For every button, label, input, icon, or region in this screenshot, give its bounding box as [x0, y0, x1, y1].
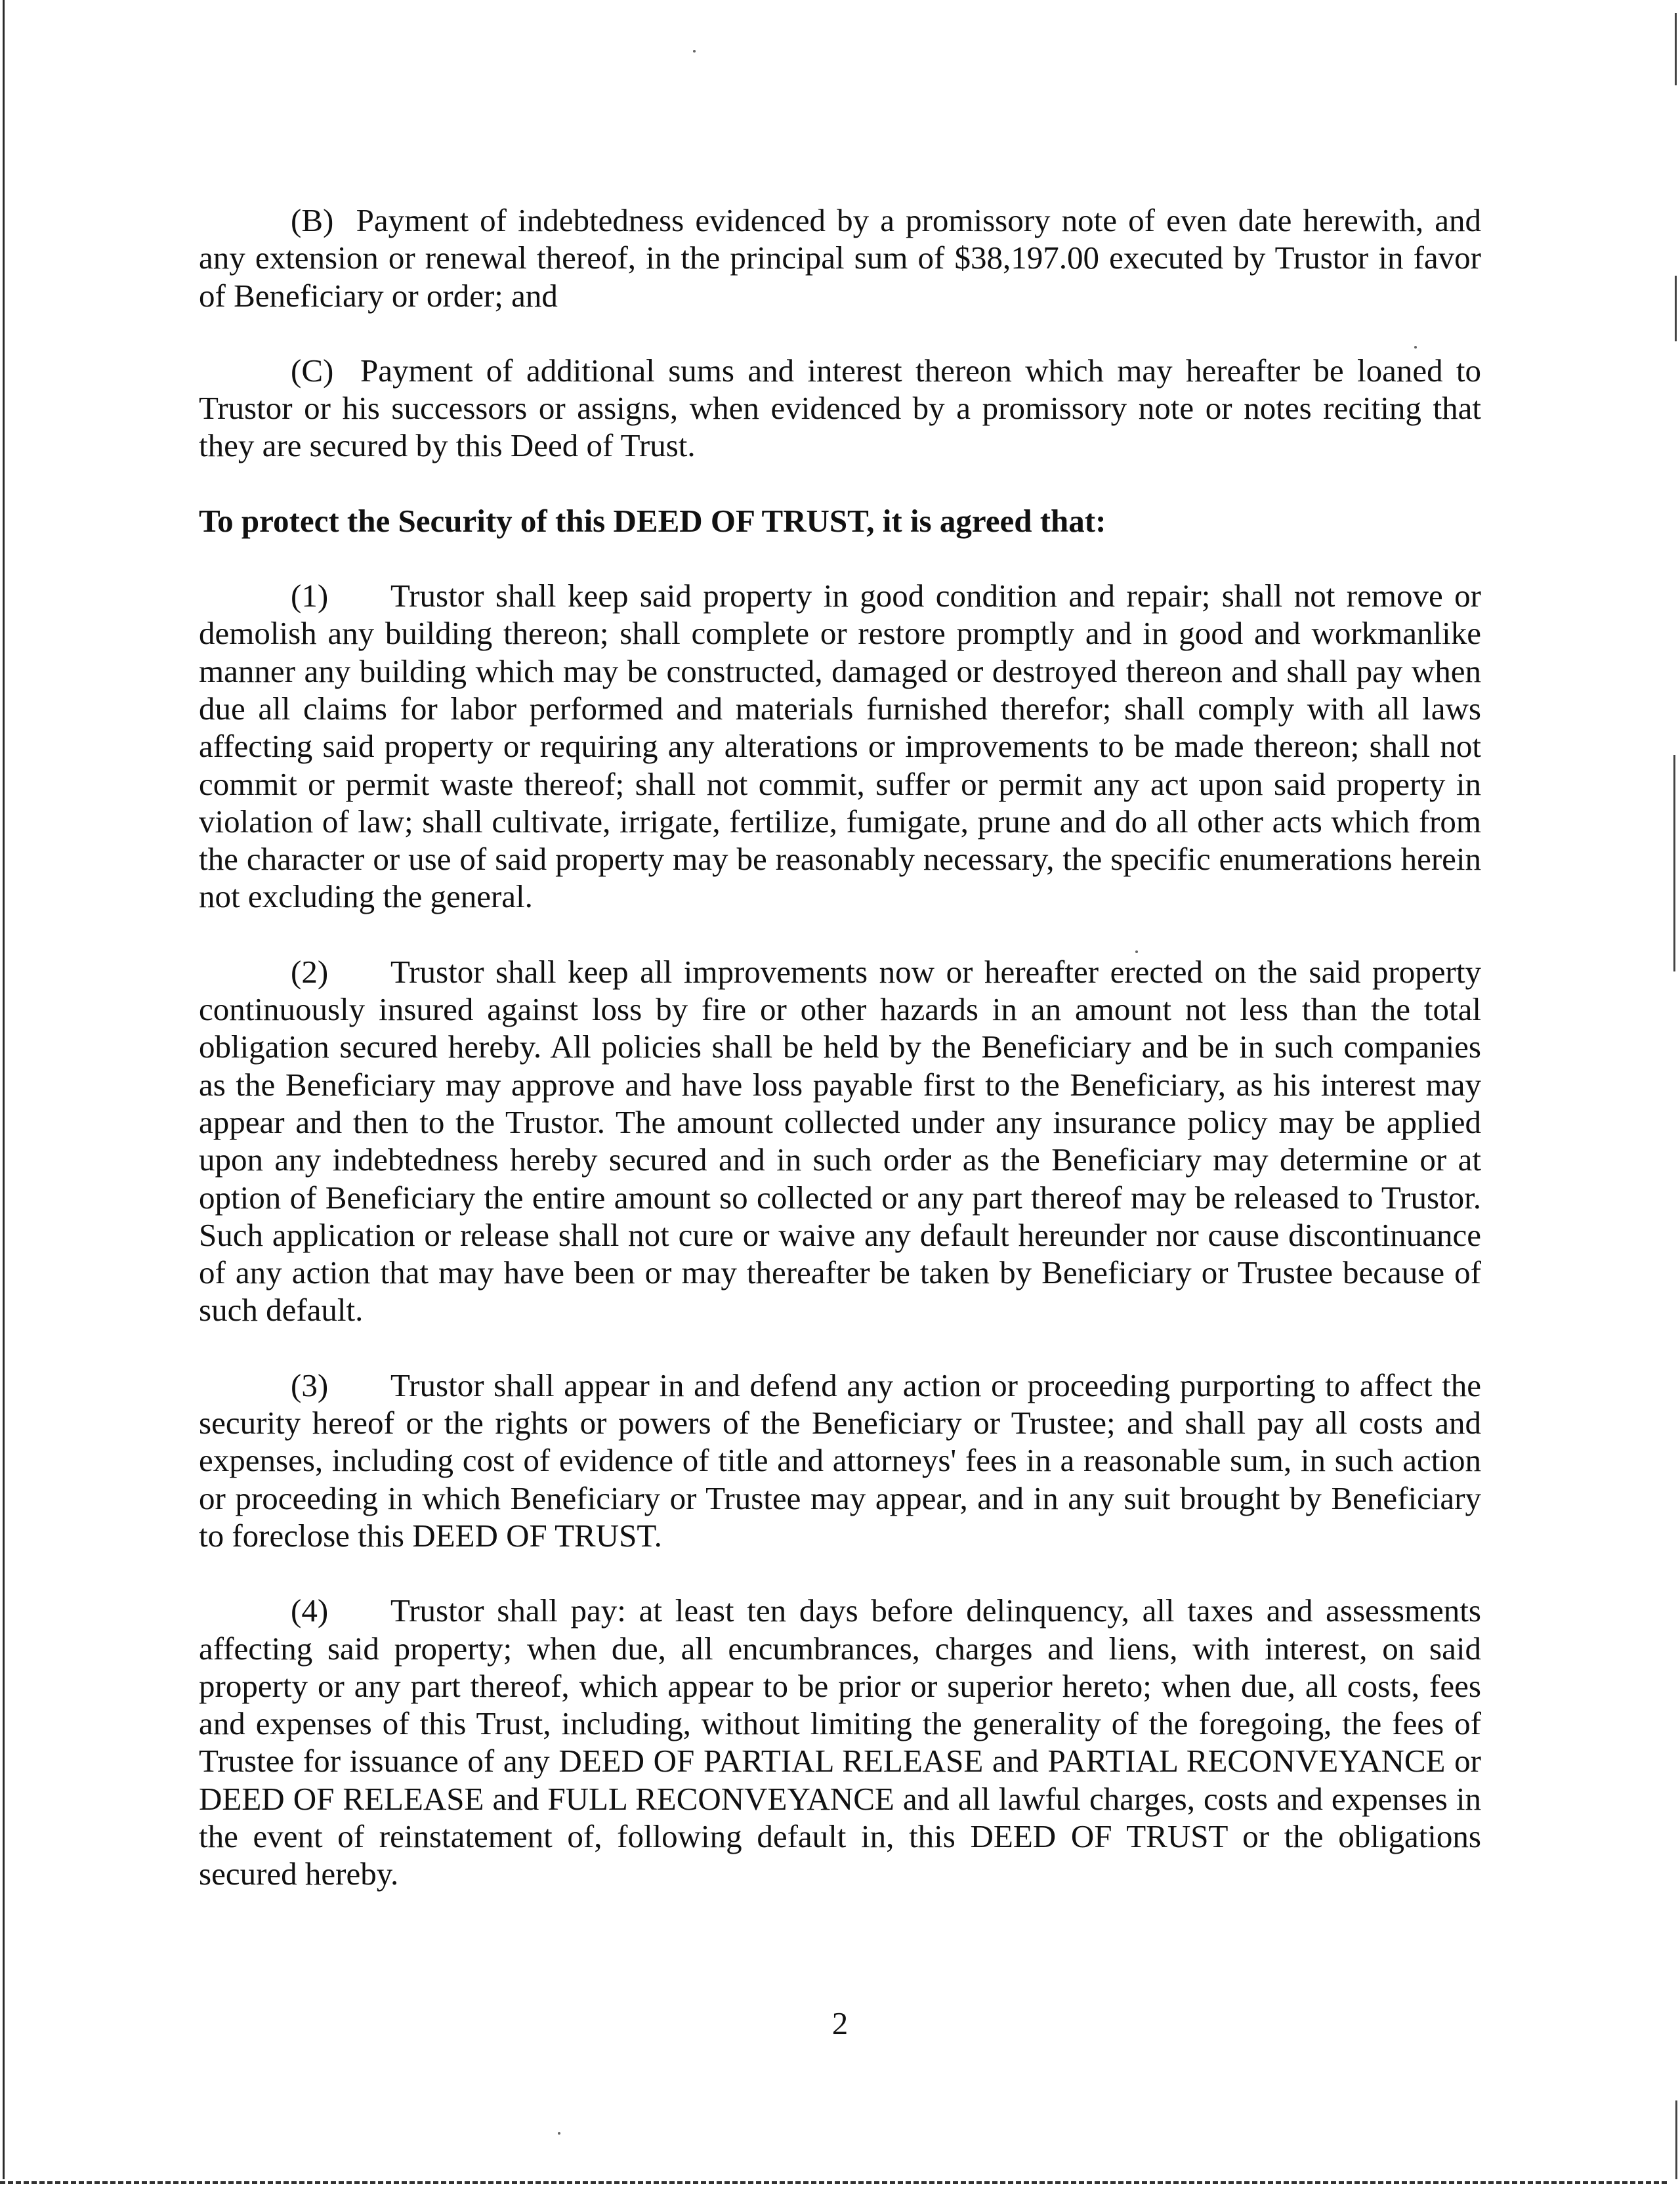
clause-1	[199, 577, 1481, 916]
page-number: 2	[831, 2005, 849, 2041]
scan-border-left	[3, 0, 5, 2179]
clause-text: Trustor shall appear in and defend any action or proceeding purporting to affect the security hereof or the rights or powers of the Beneficiary or Trustee; and shall pay all costs and expenses, including cost of evidence of title and attorneys' fees in a reasonable sum, in such action or proceeding in which Beneficiary or Trustee may appear, and in any suit brought by Beneficiary to foreclose this DEED OF TRUST.	[199, 1367, 1481, 1554]
paragraph-c	[199, 352, 1481, 465]
clause-number: (4)	[291, 1592, 329, 1629]
scan-mark-right-bottom	[1675, 2100, 1677, 2179]
clause-4	[199, 1592, 1481, 1892]
paragraph-b	[199, 202, 1481, 314]
clause-text: Trustor shall pay: at least ten days before delinquency, all taxes and assessments affecting said property; when due, all encumbrances, charges and liens, with interest, on said property or any part thereof, which appear to be prior or superior hereto; when due, all costs, fees and expenses of this Trust, including, without limiting the generality of the foregoing, the fees of Trustee for issuance of any DEED OF PARTIAL RELEASE and PARTIAL RECONVEYANCE or DEED OF RELEASE and FULL RECONVEYANCE and all lawful charges, costs and expenses in the event of reinstatement of, following default in, this DEED OF TRUST or the obligations secured hereby.	[199, 1592, 1481, 1892]
scan-border-bottom	[0, 2181, 1667, 2184]
document-body	[199, 202, 1481, 1930]
clause-number: (1)	[291, 578, 329, 614]
paragraph-label: (B)	[291, 202, 334, 238]
paragraph-text: Payment of indebtedness evidenced by a promissory note of even date herewith, and any extension or renewal thereof, in the principal sum of $38,197.00 executed by Trustor in favor of Beneficiary or order; and	[199, 202, 1481, 314]
scan-mark-right-middle	[1673, 755, 1675, 971]
scan-mark-right-upper	[1675, 276, 1677, 341]
scan-speck	[558, 2132, 560, 2135]
clause-2	[199, 953, 1481, 1329]
paragraph-label: (C)	[291, 352, 334, 389]
clause-text: Trustor shall keep said property in good condition and repair; shall not remove or demolish any building thereon; shall complete or restore promptly and in good and workmanlike manner any building which may be constructed, damaged or destroyed thereon and shall pay when due all claims for labor performed and materials furnished therefor; shall comply with all laws affecting said property or requiring any alterations or improvements to be made thereon; shall not commit or permit waste thereof; shall not commit, suffer or permit any act upon said property in violation of law; shall cultivate, irrigate, fertilize, fumigate, prune and do all other acts which from the character or use of said property may be reasonably necessary, the specific enumerations herein not excluding the general.	[199, 578, 1481, 915]
scan-mark-right-top	[1675, 13, 1677, 85]
clause-3	[199, 1367, 1481, 1554]
clause-number: (3)	[291, 1367, 329, 1403]
paragraph-text: Payment of additional sums and interest thereon which may hereafter be loaned to Trustor or his successors or assigns, when evidenced by a promissory note or notes reciting that they are secured by this Deed of Trust.	[199, 352, 1482, 464]
clause-number: (2)	[291, 953, 329, 990]
clause-text: Trustor shall keep all improvements now or hereafter erected on the said property continuously insured against loss by fire or other hazards in an amount not less than the total obligation secured hereby. All policies shall be held by the Beneficiary and be in such companies as the Beneficiary may approve and have loss payable first to the Beneficiary, as his interest may appear and then to the Trustor. The amount collected under any insurance policy may be applied upon any indebtedness hereby secured and in such order as the Beneficiary may determine or at option of Beneficiary the entire amount so collected or any part thereof may be released to Trustor. Such application or release shall not cure or waive any default hereunder nor cause discontinuance of any action that may have been or may thereafter be taken by Beneficiary or Trustee because of such default.	[199, 953, 1481, 1329]
section-heading: To protect the Security of this DEED OF TRUST, it is agreed that:	[199, 502, 1106, 539]
scan-speck	[693, 50, 696, 53]
